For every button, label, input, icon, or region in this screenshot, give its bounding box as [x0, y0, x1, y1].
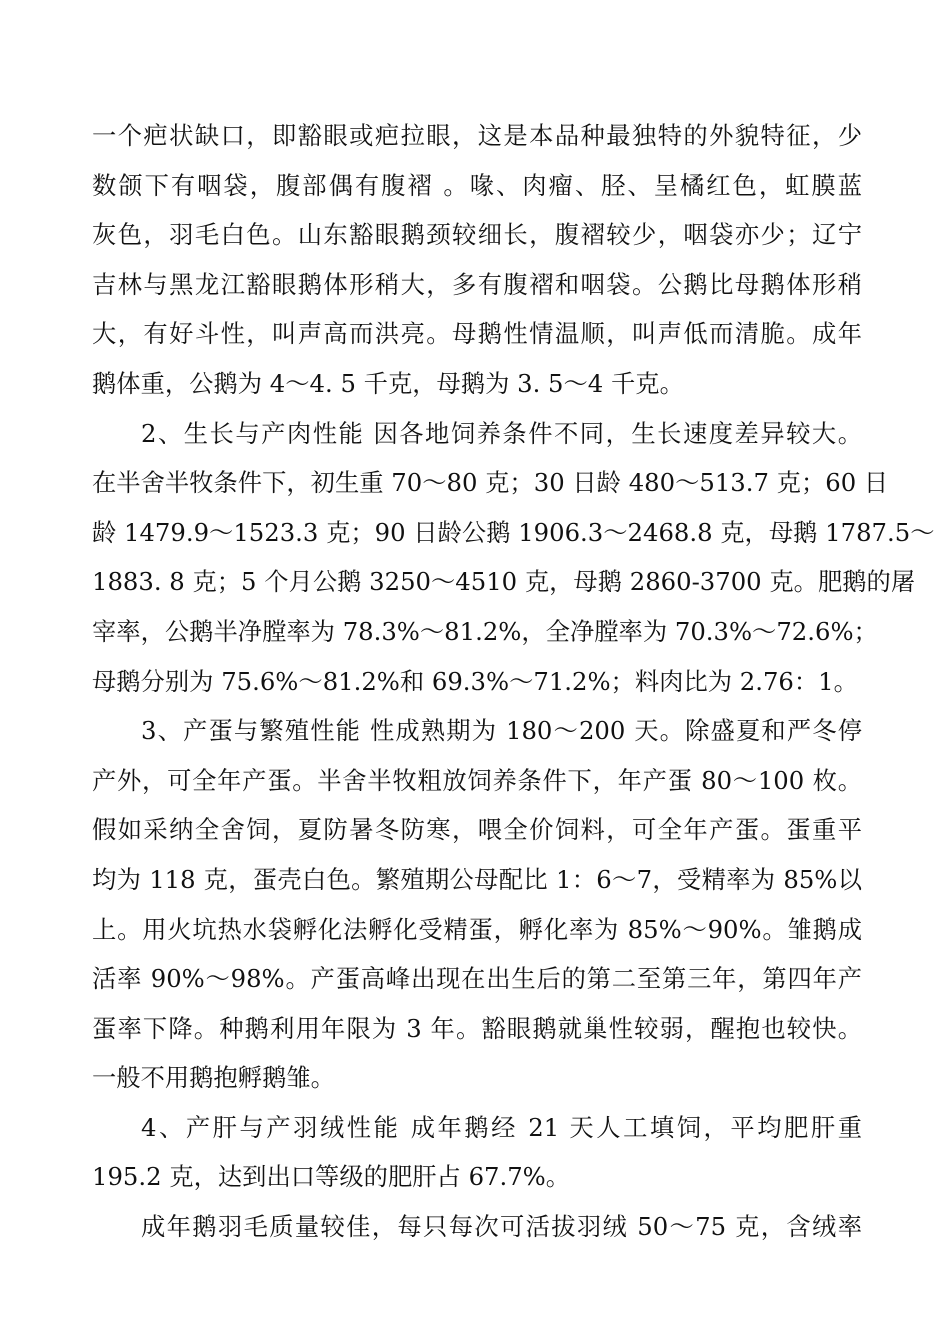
text-line: 2、生长与产肉性能 因各地饲养条件不同，生长速度差异较大。 — [141, 418, 862, 448]
text-line: 3、产蛋与繁殖性能 性成熟期为 180～200 天。除盛夏和严冬停 — [141, 716, 862, 746]
text-line: 假如采纳全舍饲，夏防暑冬防寒，喂全价饲料，可全年产蛋。蛋重平 — [92, 815, 862, 845]
text-line: 一般不用鹅抱孵鹅雏。 — [92, 1063, 335, 1093]
paragraph-growth — [92, 409, 935, 707]
text-line: 活率 90%～98%。产蛋高峰出现在出生后的第二至第三年，第四年产 — [92, 964, 862, 994]
text-line: 宰率，公鹅半净膛率为 78.3%～81.2%，全净膛率为 70.3%～72.6%； — [92, 616, 878, 646]
text-line: 龄 1479.9～1523.3 克；90 日龄公鹅 1906.3～2468.8 克，母鹅 1787.5～ — [92, 517, 935, 547]
text-line: 吉林与黑龙江豁眼鹅体形稍大，多有腹褶和咽袋。公鹅比母鹅体形稍 — [92, 269, 862, 299]
text-line: 4、产肝与产羽绒性能 成年鹅经 21 天人工填饲，平均肥肝重 — [141, 1112, 862, 1142]
text-line: 灰色，羽毛白色。山东豁眼鹅颈较细长，腹褶较少，咽袋亦少；辽宁 — [92, 220, 862, 250]
paragraph-liver — [92, 1103, 862, 1202]
text-line: 数颌下有咽袋，腹部偶有腹褶 。喙、肉瘤、胫、呈橘红色，虹膜蓝 — [92, 170, 862, 200]
text-line: 大，有好斗性，叫声高而洪亮。母鹅性情温顺，叫声低而清脆。成年 — [92, 319, 862, 349]
paragraph-appearance — [92, 111, 862, 409]
text-line: 一个疤状缺口，即豁眼或疤拉眼，这是本品种最独特的外貌特征，少 — [92, 121, 862, 150]
paragraph-feather — [92, 1202, 862, 1252]
text-line: 产外，可全年产蛋。半舍半牧粗放饲养条件下，年产蛋 80～100 枚。 — [92, 765, 862, 795]
text-line: 母鹅分别为 75.6%～81.2%和 69.3%～71.2%；料肉比为 2.76：1。 — [92, 666, 858, 696]
text-line: 均为 118 克，蛋壳白色。繁殖期公母配比 1：6～7，受精率为 85%以 — [92, 864, 862, 894]
text-line: 1883. 8 克；5 个月公鹅 3250～4510 克，母鹅 2860-3700 克。肥鹅的屠 — [92, 567, 916, 597]
text-line: 195.2 克，达到出口等级的肥肝占 67.7%。 — [92, 1162, 571, 1192]
text-line: 上。用火坑热水袋孵化法孵化受精蛋，孵化率为 85%～90%。雏鹅成 — [92, 914, 862, 944]
body-text — [92, 111, 935, 1252]
text-line: 在半舍半牧条件下，初生重 70～80 克；30 日龄 480～513.7 克；60 日 — [92, 468, 889, 498]
paragraph-laying — [92, 706, 862, 1103]
text-line: 蛋率下降。种鹅利用年限为 3 年。豁眼鹅就巢性较弱，醒抱也较快。 — [92, 1013, 862, 1043]
text-line: 成年鹅羽毛质量较佳，每只每次可活拔羽绒 50～75 克，含绒率 — [141, 1212, 862, 1242]
text-line: 鹅体重，公鹅为 4～4. 5 千克，母鹅为 3. 5～4 千克。 — [92, 368, 684, 398]
